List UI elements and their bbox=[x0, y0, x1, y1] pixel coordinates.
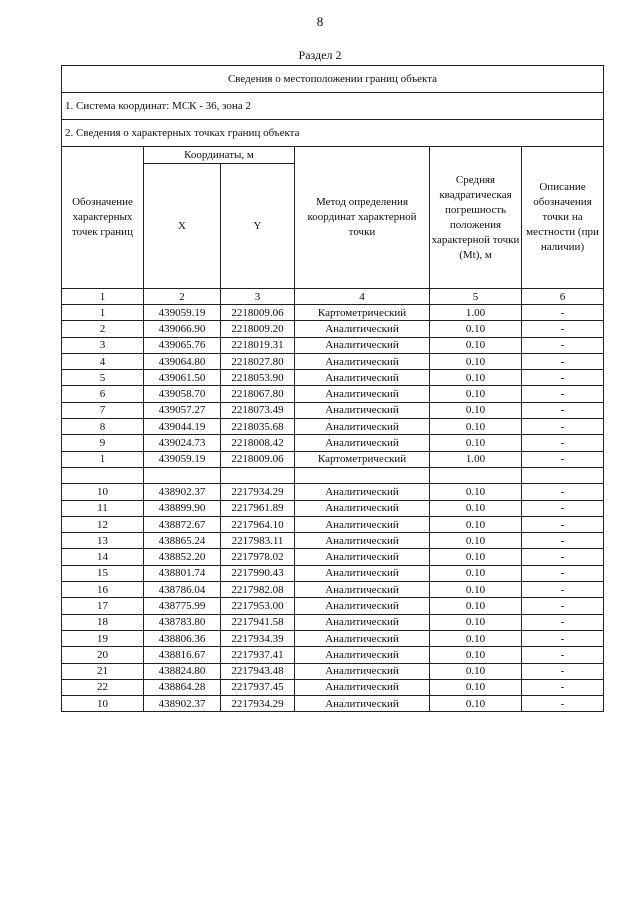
method: Аналитический bbox=[295, 630, 430, 646]
error-value: 0.10 bbox=[430, 337, 522, 353]
description bbox=[522, 467, 604, 483]
x-coordinate: 439064.80 bbox=[144, 353, 221, 369]
point-number: 1 bbox=[62, 305, 144, 321]
x-coordinate: 438902.37 bbox=[144, 484, 221, 500]
error-value: 0.10 bbox=[430, 565, 522, 581]
error-value: 0.10 bbox=[430, 500, 522, 516]
column-number: 2 bbox=[144, 289, 221, 305]
point-number: 9 bbox=[62, 435, 144, 451]
table-row bbox=[62, 582, 604, 598]
description: - bbox=[522, 598, 604, 614]
point-number: 10 bbox=[62, 484, 144, 500]
x-coordinate: 438902.37 bbox=[144, 696, 221, 712]
error-value: 0.10 bbox=[430, 549, 522, 565]
description: - bbox=[522, 484, 604, 500]
header-error: Средняя квадратическая погрешность положения характерной точки (Mt), м bbox=[430, 147, 522, 289]
description: - bbox=[522, 386, 604, 402]
x-coordinate: 438899.90 bbox=[144, 500, 221, 516]
x-coordinate: 438786.04 bbox=[144, 582, 221, 598]
method: Аналитический bbox=[295, 614, 430, 630]
header-coordinates: Координаты, м bbox=[144, 147, 295, 164]
header-description: Описание обозначения точки на местности (при наличии) bbox=[522, 147, 604, 289]
y-coordinate: 2217934.29 bbox=[221, 696, 295, 712]
error-value: 1.00 bbox=[430, 451, 522, 467]
x-coordinate: 438824.80 bbox=[144, 663, 221, 679]
method: Картометрический bbox=[295, 451, 430, 467]
x-coordinate: 438783.80 bbox=[144, 614, 221, 630]
x-coordinate: 439044.19 bbox=[144, 419, 221, 435]
y-coordinate: 2217978.02 bbox=[221, 549, 295, 565]
y-coordinate: 2218073.49 bbox=[221, 402, 295, 418]
x-coordinate: 439057.27 bbox=[144, 402, 221, 418]
error-value: 0.10 bbox=[430, 614, 522, 630]
table-row bbox=[62, 467, 604, 483]
x-coordinate: 438852.20 bbox=[144, 549, 221, 565]
method bbox=[295, 467, 430, 483]
description: - bbox=[522, 402, 604, 418]
description: - bbox=[522, 679, 604, 695]
point-number: 16 bbox=[62, 582, 144, 598]
x-coordinate: 439024.73 bbox=[144, 435, 221, 451]
error-value: 0.10 bbox=[430, 419, 522, 435]
table-row bbox=[62, 305, 604, 321]
error-value: 0.10 bbox=[430, 353, 522, 369]
point-number: 2 bbox=[62, 321, 144, 337]
error-value: 0.10 bbox=[430, 598, 522, 614]
y-coordinate: 2217983.11 bbox=[221, 533, 295, 549]
y-coordinate: 2218009.20 bbox=[221, 321, 295, 337]
x-coordinate: 438872.67 bbox=[144, 516, 221, 532]
point-number: 11 bbox=[62, 500, 144, 516]
method: Аналитический bbox=[295, 419, 430, 435]
description: - bbox=[522, 533, 604, 549]
y-coordinate: 2217941.58 bbox=[221, 614, 295, 630]
method: Аналитический bbox=[295, 386, 430, 402]
point-number: 21 bbox=[62, 663, 144, 679]
y-coordinate: 2217990.43 bbox=[221, 565, 295, 581]
description: - bbox=[522, 582, 604, 598]
x-coordinate: 438864.28 bbox=[144, 679, 221, 695]
method: Картометрический bbox=[295, 305, 430, 321]
error-value: 0.10 bbox=[430, 696, 522, 712]
y-coordinate: 2218067.80 bbox=[221, 386, 295, 402]
description: - bbox=[522, 435, 604, 451]
point-number: 10 bbox=[62, 696, 144, 712]
y-coordinate: 2217953.00 bbox=[221, 598, 295, 614]
description: - bbox=[522, 419, 604, 435]
y-coordinate: 2217937.41 bbox=[221, 647, 295, 663]
description: - bbox=[522, 565, 604, 581]
y-coordinate: 2218027.80 bbox=[221, 353, 295, 369]
x-coordinate: 438816.67 bbox=[144, 647, 221, 663]
y-coordinate: 2218035.68 bbox=[221, 419, 295, 435]
error-value: 0.10 bbox=[430, 582, 522, 598]
column-number: 4 bbox=[295, 289, 430, 305]
point-number: 19 bbox=[62, 630, 144, 646]
table-row bbox=[62, 679, 604, 695]
table-row bbox=[62, 663, 604, 679]
description: - bbox=[522, 305, 604, 321]
error-value: 0.10 bbox=[430, 484, 522, 500]
method: Аналитический bbox=[295, 533, 430, 549]
point-number: 5 bbox=[62, 370, 144, 386]
header-method: Метод определения координат характерной точки bbox=[295, 147, 430, 289]
section-title: Раздел 2 bbox=[298, 48, 342, 62]
y-coordinate: 2217964.10 bbox=[221, 516, 295, 532]
y-coordinate: 2217934.39 bbox=[221, 630, 295, 646]
page-number: 8 bbox=[316, 14, 324, 29]
error-value: 0.10 bbox=[430, 533, 522, 549]
description: - bbox=[522, 647, 604, 663]
table-title: Сведения о местоположении границ объекта bbox=[62, 66, 604, 93]
description: - bbox=[522, 337, 604, 353]
table-row bbox=[62, 386, 604, 402]
point-number bbox=[62, 467, 144, 483]
method: Аналитический bbox=[295, 435, 430, 451]
table-row bbox=[62, 353, 604, 369]
coord-system: 1. Система координат: МСК - 36, зона 2 bbox=[62, 93, 604, 120]
description: - bbox=[522, 370, 604, 386]
table-row bbox=[62, 598, 604, 614]
y-coordinate: 2217982.08 bbox=[221, 582, 295, 598]
error-value: 0.10 bbox=[430, 321, 522, 337]
error-value: 1.00 bbox=[430, 305, 522, 321]
table-row bbox=[62, 630, 604, 646]
table-row bbox=[62, 321, 604, 337]
header-designation: Обозначение характерных точек границ bbox=[62, 147, 144, 289]
table-row bbox=[62, 647, 604, 663]
table-row bbox=[62, 549, 604, 565]
point-number: 6 bbox=[62, 386, 144, 402]
header-y: Y bbox=[221, 164, 295, 289]
table-row bbox=[62, 614, 604, 630]
table-row bbox=[62, 419, 604, 435]
point-number: 12 bbox=[62, 516, 144, 532]
y-coordinate: 2217937.45 bbox=[221, 679, 295, 695]
table-row bbox=[62, 451, 604, 467]
method: Аналитический bbox=[295, 337, 430, 353]
y-coordinate: 2218008.42 bbox=[221, 435, 295, 451]
table-row bbox=[62, 533, 604, 549]
point-number: 15 bbox=[62, 565, 144, 581]
y-coordinate: 2218019.31 bbox=[221, 337, 295, 353]
point-number: 13 bbox=[62, 533, 144, 549]
error-value: 0.10 bbox=[430, 679, 522, 695]
point-number: 7 bbox=[62, 402, 144, 418]
column-number: 6 bbox=[522, 289, 604, 305]
points-heading: 2. Сведения о характерных точках границ объекта bbox=[62, 120, 604, 147]
point-number: 22 bbox=[62, 679, 144, 695]
table-row bbox=[62, 435, 604, 451]
table-row bbox=[62, 337, 604, 353]
x-coordinate: 438806.36 bbox=[144, 630, 221, 646]
error-value: 0.10 bbox=[430, 647, 522, 663]
method: Аналитический bbox=[295, 696, 430, 712]
method: Аналитический bbox=[295, 321, 430, 337]
point-number: 14 bbox=[62, 549, 144, 565]
description: - bbox=[522, 321, 604, 337]
y-coordinate: 2218009.06 bbox=[221, 451, 295, 467]
method: Аналитический bbox=[295, 484, 430, 500]
point-number: 1 bbox=[62, 451, 144, 467]
point-number: 8 bbox=[62, 419, 144, 435]
table-row bbox=[62, 516, 604, 532]
method: Аналитический bbox=[295, 500, 430, 516]
method: Аналитический bbox=[295, 549, 430, 565]
point-number: 17 bbox=[62, 598, 144, 614]
description: - bbox=[522, 353, 604, 369]
description: - bbox=[522, 696, 604, 712]
table-row bbox=[62, 500, 604, 516]
description: - bbox=[522, 663, 604, 679]
x-coordinate: 439058.70 bbox=[144, 386, 221, 402]
method: Аналитический bbox=[295, 402, 430, 418]
method: Аналитический bbox=[295, 598, 430, 614]
y-coordinate: 2218009.06 bbox=[221, 305, 295, 321]
error-value: 0.10 bbox=[430, 663, 522, 679]
y-coordinate: 2217961.89 bbox=[221, 500, 295, 516]
table-row bbox=[62, 402, 604, 418]
error-value: 0.10 bbox=[430, 516, 522, 532]
method: Аналитический bbox=[295, 370, 430, 386]
y-coordinate bbox=[221, 467, 295, 483]
description: - bbox=[522, 630, 604, 646]
x-coordinate: 438801.74 bbox=[144, 565, 221, 581]
error-value: 0.10 bbox=[430, 630, 522, 646]
x-coordinate: 438775.99 bbox=[144, 598, 221, 614]
y-coordinate: 2217934.29 bbox=[221, 484, 295, 500]
table-row bbox=[62, 696, 604, 712]
method: Аналитический bbox=[295, 663, 430, 679]
x-coordinate bbox=[144, 467, 221, 483]
x-coordinate: 439061.50 bbox=[144, 370, 221, 386]
method: Аналитический bbox=[295, 582, 430, 598]
description: - bbox=[522, 516, 604, 532]
point-number: 18 bbox=[62, 614, 144, 630]
x-coordinate: 439065.76 bbox=[144, 337, 221, 353]
error-value: 0.10 bbox=[430, 386, 522, 402]
column-number: 1 bbox=[62, 289, 144, 305]
method: Аналитический bbox=[295, 647, 430, 663]
column-number: 5 bbox=[430, 289, 522, 305]
description: - bbox=[522, 500, 604, 516]
error-value: 0.10 bbox=[430, 402, 522, 418]
point-number: 4 bbox=[62, 353, 144, 369]
x-coordinate: 439059.19 bbox=[144, 305, 221, 321]
error-value: 0.10 bbox=[430, 370, 522, 386]
error-value bbox=[430, 467, 522, 483]
x-coordinate: 438865.24 bbox=[144, 533, 221, 549]
x-coordinate: 439059.19 bbox=[144, 451, 221, 467]
method: Аналитический bbox=[295, 565, 430, 581]
method: Аналитический bbox=[295, 516, 430, 532]
y-coordinate: 2218053.90 bbox=[221, 370, 295, 386]
boundary-points-table bbox=[61, 65, 604, 712]
x-coordinate: 439066.90 bbox=[144, 321, 221, 337]
description: - bbox=[522, 614, 604, 630]
method: Аналитический bbox=[295, 679, 430, 695]
description: - bbox=[522, 451, 604, 467]
table-row bbox=[62, 484, 604, 500]
method: Аналитический bbox=[295, 353, 430, 369]
column-number: 3 bbox=[221, 289, 295, 305]
point-number: 3 bbox=[62, 337, 144, 353]
description: - bbox=[522, 549, 604, 565]
header-x: X bbox=[144, 164, 221, 289]
table-row bbox=[62, 565, 604, 581]
error-value: 0.10 bbox=[430, 435, 522, 451]
table-row bbox=[62, 370, 604, 386]
point-number: 20 bbox=[62, 647, 144, 663]
y-coordinate: 2217943.48 bbox=[221, 663, 295, 679]
